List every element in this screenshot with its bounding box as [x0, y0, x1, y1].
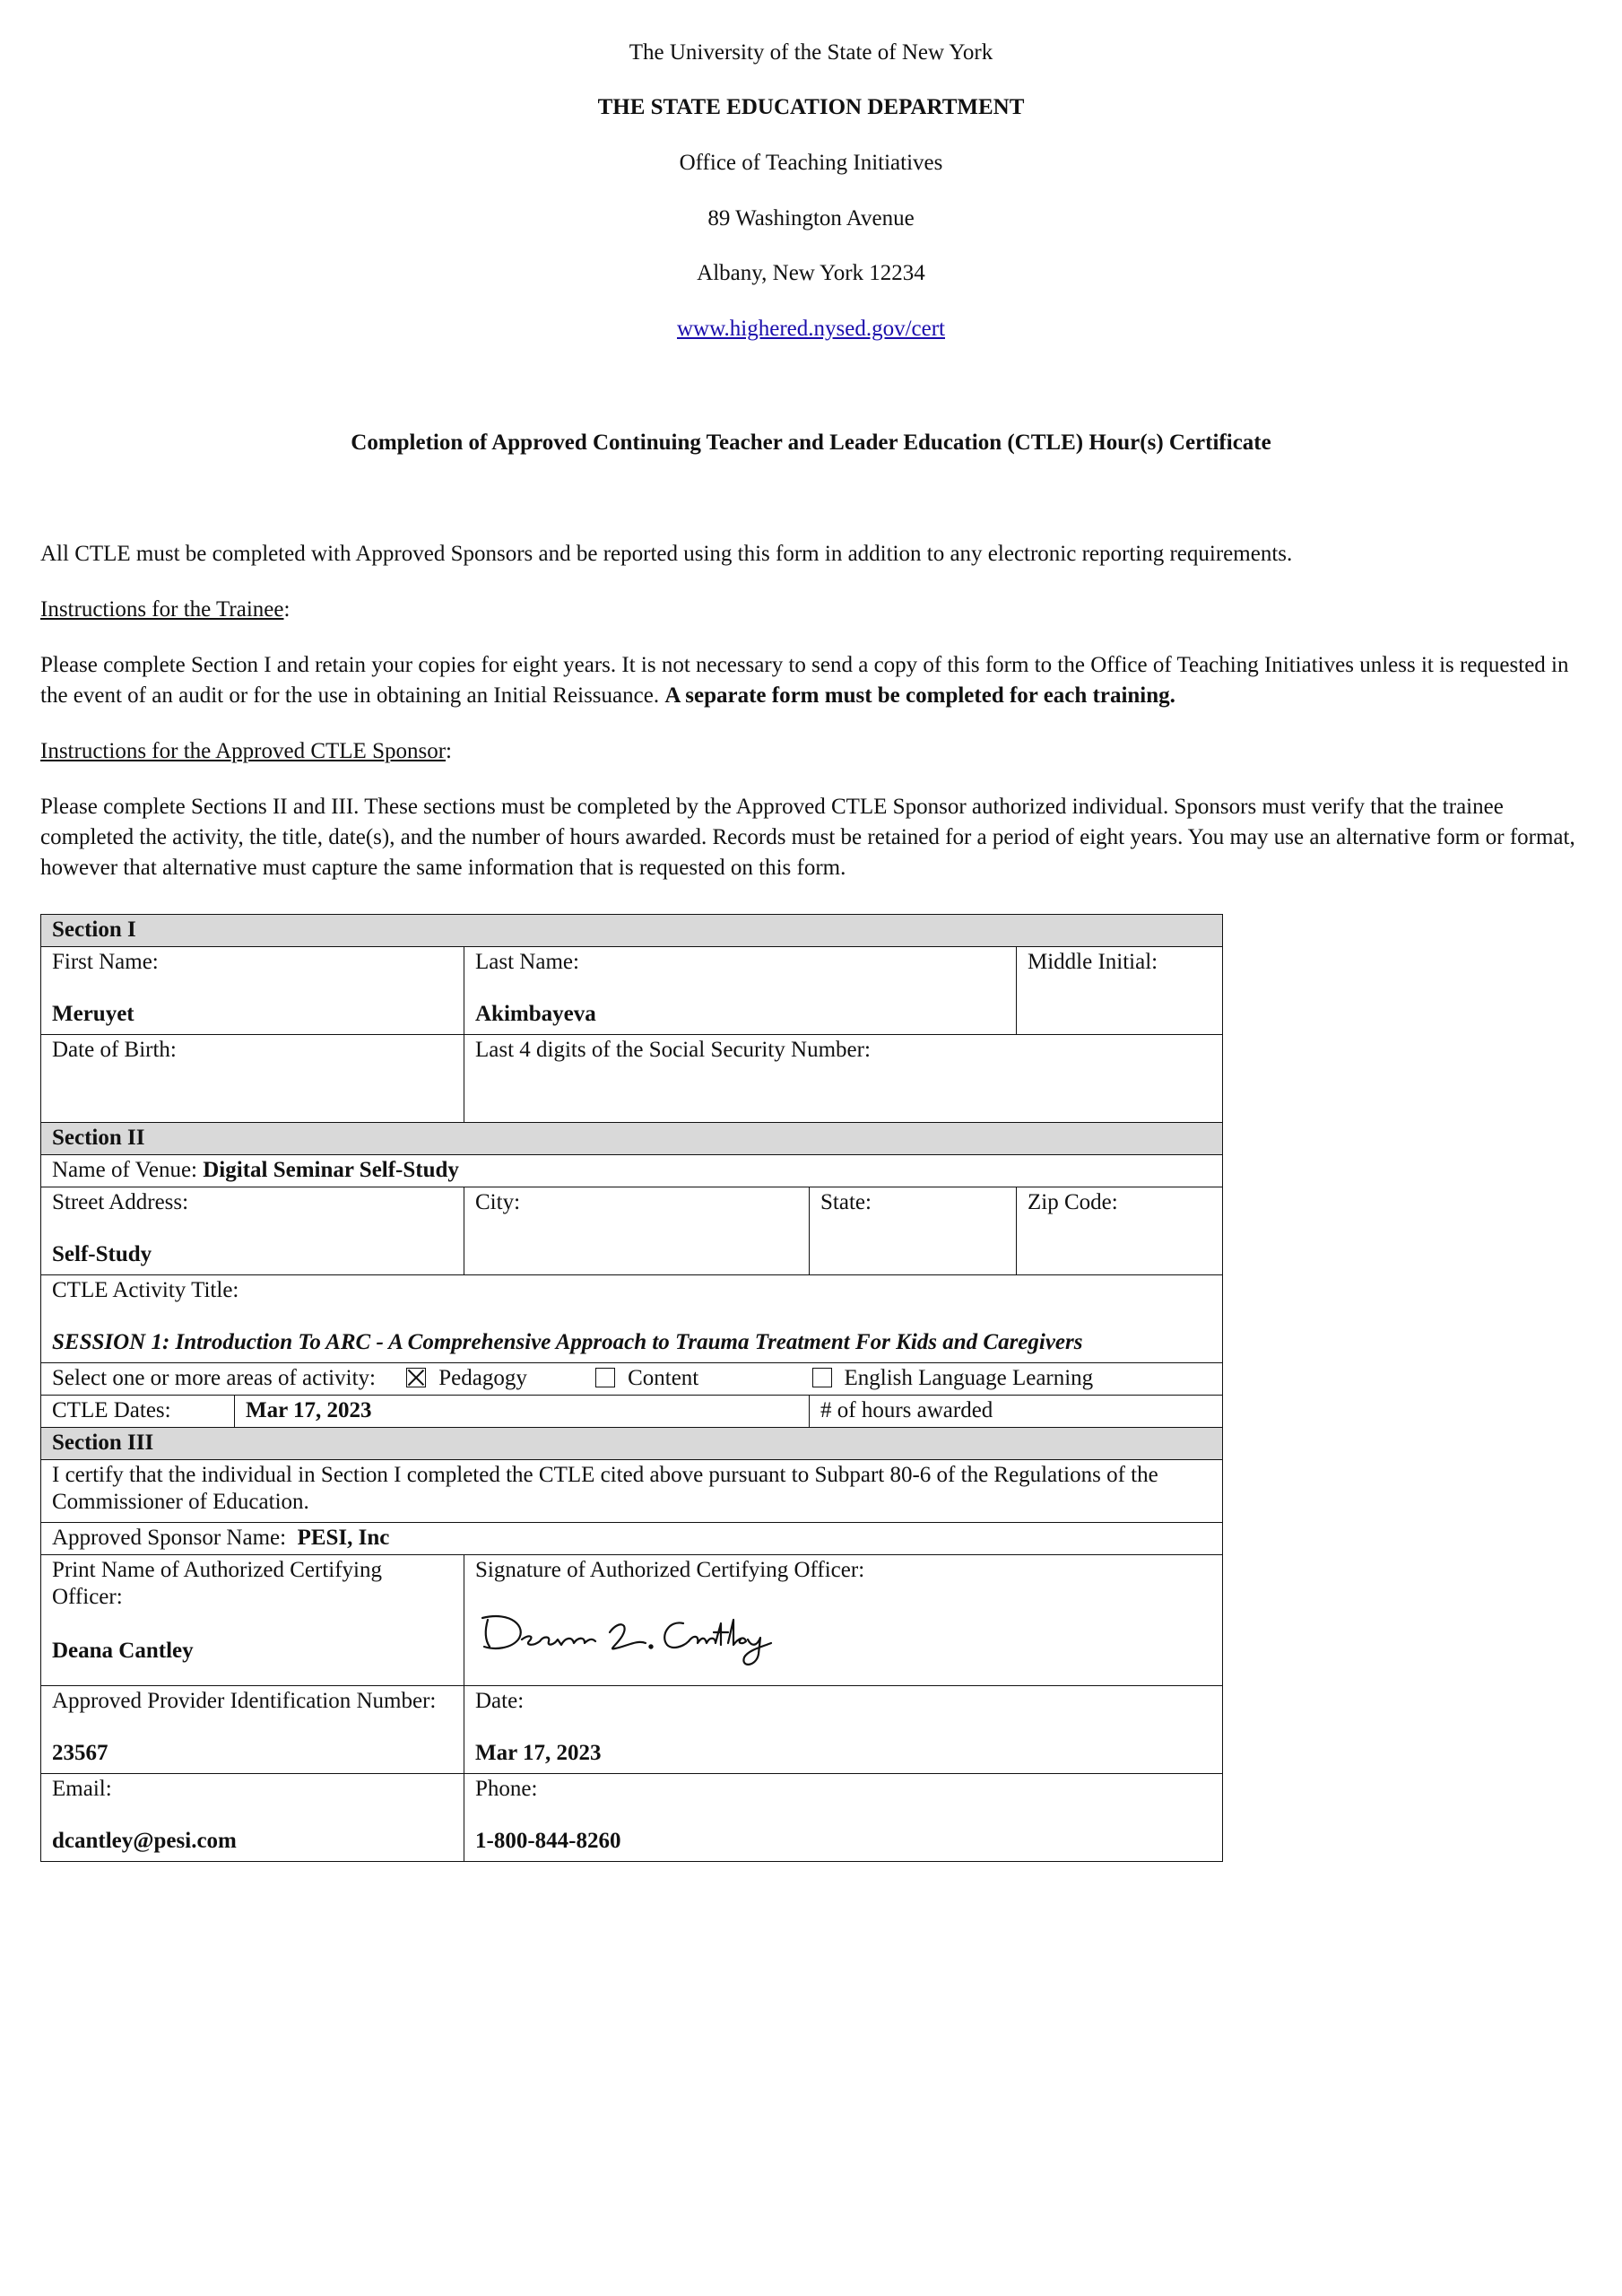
- signature-label: Signature of Authorized Certifying Officer:: [475, 1558, 865, 1582]
- activity-title-value: SESSION 1: Introduction To ARC - A Comprehensive Approach to Trauma Treatment For Kids and Caregivers: [52, 1330, 1083, 1354]
- email-cell: [41, 1774, 464, 1862]
- pedagogy-checkbox[interactable]: [406, 1368, 426, 1387]
- sponsor-name-value: PESI, Inc: [297, 1526, 390, 1550]
- street-address-value: Self-Study: [52, 1242, 152, 1266]
- first-name-cell: [41, 947, 464, 1035]
- first-name-value: Meruyet: [52, 1002, 134, 1026]
- provider-id-cell: [41, 1686, 464, 1774]
- sponsor-name-cell: [41, 1523, 1223, 1555]
- last-name-value: Akimbayeva: [475, 1002, 596, 1026]
- state-cell: [810, 1187, 1017, 1275]
- venue-cell: [41, 1155, 1223, 1187]
- email-value: dcantley@pesi.com: [52, 1829, 237, 1853]
- phone-value: 1-800-844-8260: [475, 1829, 621, 1853]
- venue-value: Digital Seminar Self-Study: [203, 1158, 459, 1182]
- venue-label: Name of Venue:: [52, 1158, 197, 1182]
- state-label: State:: [820, 1190, 872, 1214]
- ctle-dates-value: Mar 17, 2023: [246, 1398, 372, 1422]
- certify-statement: I certify that the individual in Section I completed the CTLE cited above pursuant to Subpart 80-6 of the Regulations of the Commissioner of Education.: [52, 1463, 1158, 1514]
- middle-initial-label: Middle Initial:: [1028, 950, 1158, 974]
- ell-checkbox[interactable]: [812, 1368, 832, 1387]
- city-line: Albany, New York 12234: [697, 261, 925, 285]
- pedagogy-label: Pedagogy: [438, 1366, 527, 1390]
- trainee-instructions-heading: Instructions for the Trainee:: [40, 597, 291, 622]
- ctle-dates-label: CTLE Dates:: [52, 1398, 171, 1422]
- office-name: Office of Teaching Initiatives: [679, 151, 943, 175]
- middle-initial-cell: [1017, 947, 1223, 1035]
- sponsor-instructions-text: Please complete Sections II and III. These sections must be completed by the Approved CTLE Sponsor authorized individual. Sponsors must verify that the trainee completed the activity, the title, date(s), and the number of hours awarded. Records must be retained for a period of eight years. You may use an alternative form or format, however that alternative must capture the same information that is requested on this form.: [40, 795, 1575, 880]
- trainee-text: Please complete Section I and retain your copies for eight years. It is not necessary to send a copy of this form to the Office of Teaching Initiatives unless it is requested in the event of an audit or for the use in obtaining an Initial Reissuance.: [40, 653, 1569, 708]
- website-link[interactable]: www.highered.nysed.gov/cert: [677, 317, 945, 341]
- street-address-label: Street Address:: [52, 1190, 189, 1214]
- officer-name-cell: [41, 1555, 464, 1686]
- email-label: Email:: [52, 1777, 112, 1801]
- date-cell: [464, 1686, 1223, 1774]
- trainee-instructions-text: [40, 650, 1592, 711]
- section-3-heading: Section III: [41, 1428, 1223, 1460]
- hours-awarded-label: # of hours awarded: [820, 1398, 993, 1422]
- street-line: 89 Washington Avenue: [707, 206, 915, 230]
- phone-label: Phone:: [475, 1777, 538, 1801]
- last-name-cell: [464, 947, 1017, 1035]
- signature-image: [475, 1596, 1211, 1675]
- officer-name-value: Deana Cantley: [52, 1639, 194, 1663]
- provider-id-label: Approved Provider Identification Number:: [52, 1689, 437, 1713]
- ssn-cell: [464, 1035, 1223, 1123]
- areas-label: Select one or more areas of activity:: [52, 1366, 376, 1390]
- zip-label: Zip Code:: [1028, 1190, 1118, 1214]
- ctle-form-table: [40, 914, 1223, 1862]
- certificate-title: Completion of Approved Continuing Teacher and Leader Education (CTLE) Hour(s) Certificate: [351, 430, 1271, 455]
- activity-title-cell: [41, 1275, 1223, 1363]
- date-label: Date:: [475, 1689, 525, 1713]
- section-1-heading: Section I: [41, 915, 1223, 947]
- section-2-heading: Section II: [41, 1123, 1223, 1155]
- zip-cell: [1017, 1187, 1223, 1275]
- dob-cell: [41, 1035, 464, 1123]
- sponsor-heading-text: Instructions for the Approved CTLE Sponsor: [40, 739, 447, 763]
- city-cell: [464, 1187, 810, 1275]
- ctle-dates-value-cell: [235, 1396, 810, 1428]
- hours-awarded-cell: [810, 1396, 1223, 1428]
- sponsor-instructions-heading: Instructions for the Approved CTLE Sponsor:: [40, 739, 452, 763]
- activity-title-label: CTLE Activity Title:: [52, 1278, 239, 1302]
- trainee-heading-text: Instructions for the Trainee: [40, 597, 284, 622]
- signature-svg: [475, 1596, 816, 1668]
- sponsor-name-label: Approved Sponsor Name:: [52, 1526, 287, 1550]
- website-line: [0, 316, 1622, 343]
- date-value: Mar 17, 2023: [475, 1741, 602, 1765]
- phone-cell: [464, 1774, 1223, 1862]
- dob-label: Date of Birth:: [52, 1038, 177, 1062]
- city-label: City:: [475, 1190, 521, 1214]
- ssn-label: Last 4 digits of the Social Security Number:: [475, 1038, 871, 1062]
- officer-name-label: Print Name of Authorized Certifying Officer:: [52, 1558, 382, 1609]
- trainee-bold-text: A separate form must be completed for each training.: [664, 683, 1175, 708]
- first-name-label: First Name:: [52, 950, 159, 974]
- signature-cell: [464, 1555, 1223, 1686]
- content-checkbox[interactable]: [595, 1368, 615, 1387]
- content-label: Content: [628, 1366, 699, 1390]
- street-address-cell: [41, 1187, 464, 1275]
- intro-text: All CTLE must be completed with Approved Sponsors and be reported using this form in addition to any electronic reporting requirements.: [40, 542, 1293, 566]
- certify-statement-cell: [41, 1460, 1223, 1523]
- provider-id-value: 23567: [52, 1741, 108, 1765]
- ell-label: English Language Learning: [844, 1366, 1094, 1390]
- university-name: The University of the State of New York: [629, 40, 993, 65]
- ctle-dates-label-cell: [41, 1396, 235, 1428]
- areas-of-activity-cell: [41, 1363, 1223, 1396]
- department-name: THE STATE EDUCATION DEPARTMENT: [597, 95, 1025, 119]
- last-name-label: Last Name:: [475, 950, 579, 974]
